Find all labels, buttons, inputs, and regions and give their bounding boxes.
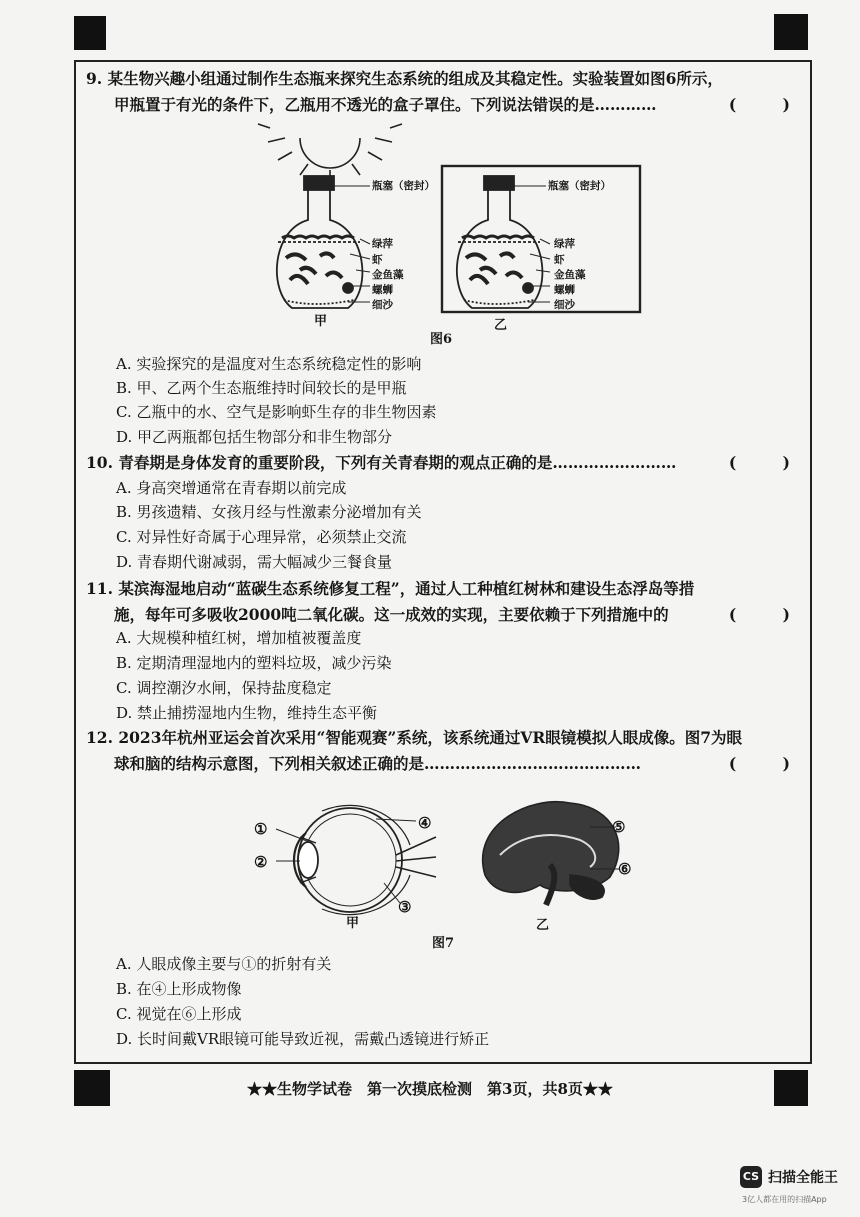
q10-option-b: B. 男孩遗精、女孩月经与性激素分泌增加有关 xyxy=(116,503,422,521)
figure-7-caption: 图7 xyxy=(432,936,455,951)
flask-yi xyxy=(457,176,543,308)
brain-diagram xyxy=(483,802,619,905)
flask-yi-label: 乙 xyxy=(494,318,508,333)
brain-label: 乙 xyxy=(536,918,550,933)
flask-label-stopper: 瓶塞（密封） xyxy=(372,180,435,192)
q10-option-c: C. 对异性好奇属于心理异常，必须禁止交流 xyxy=(116,528,407,546)
marker-6: ⑥ xyxy=(618,860,632,878)
marker-5: ⑤ xyxy=(612,818,626,836)
question-11-line1: 11. 某滨海湿地启动“蓝碳生态系统修复工程”，通过人工种植红树林和建设生态浮岛等措 xyxy=(86,579,695,598)
q11-option-c: C. 调控潮汐水闸，保持盐度稳定 xyxy=(116,679,332,697)
question-9-line2: 甲瓶置于有光的条件下，乙瓶用不透光的盒子罩住。下列说法错误的是………… xyxy=(114,95,657,114)
eye-label: 甲 xyxy=(346,916,360,931)
answer-paren: ( ) xyxy=(728,453,790,472)
q12-option-a: A. 人眼成像主要与①的折射有关 xyxy=(116,955,332,973)
camscanner-icon: CS xyxy=(740,1166,762,1188)
q12-option-d: D. 长时间戴VR眼镜可能导致近视，需戴凸透镜进行矫正 xyxy=(116,1030,490,1048)
q9-option-a: A. 实验探究的是温度对生态系统稳定性的影响 xyxy=(116,355,422,373)
marker-2: ② xyxy=(254,853,268,871)
sun-icon xyxy=(258,124,402,182)
flask-jia-label: 甲 xyxy=(314,314,328,329)
figure-6 xyxy=(230,120,650,330)
flask-jia xyxy=(277,176,363,308)
registration-mark-top-right xyxy=(774,14,808,50)
question-12-line2: 球和脑的结构示意图，下列相关叙述正确的是…………………………………… xyxy=(114,754,642,773)
q11-option-b: B. 定期清理湿地内的塑料垃圾，减少污染 xyxy=(116,654,392,672)
question-11 xyxy=(86,576,796,628)
q9-option-d: D. 甲乙两瓶都包括生物部分和非生物部分 xyxy=(116,428,393,446)
flask-label-sand: 细沙 xyxy=(372,299,393,311)
scanner-name: 扫描全能王 xyxy=(768,1170,838,1186)
flask-label-hornwort: 金鱼藻 xyxy=(372,269,404,281)
flask-label-snail: 螺蛳 xyxy=(372,284,393,296)
flask-label-shrimp: 虾 xyxy=(554,254,565,266)
question-9-line1: 9. 某生物兴趣小组通过制作生态瓶来探究生态系统的组成及其稳定性。实验装置如图6所示， xyxy=(86,69,723,88)
flask-label-shrimp: 虾 xyxy=(372,254,383,266)
registration-mark-top-left xyxy=(74,16,106,50)
question-12 xyxy=(86,725,796,777)
page-footer: ★★生物学试卷 第一次摸底检测 第3页，共8页★★ xyxy=(247,1080,613,1098)
q11-option-d: D. 禁止捕捞湿地内生物，维持生态平衡 xyxy=(116,704,378,722)
question-10 xyxy=(86,450,796,476)
flask-label-hornwort: 金鱼藻 xyxy=(554,269,586,281)
question-9 xyxy=(86,66,796,118)
answer-paren: ( ) xyxy=(728,754,790,773)
marker-4: ④ xyxy=(418,814,432,832)
scanner-tagline: 3亿人都在用的扫描App xyxy=(742,1195,827,1204)
flask-label-stopper: 瓶塞（密封） xyxy=(548,180,611,192)
q11-option-a: A. 大规模种植红树，增加植被覆盖度 xyxy=(116,629,362,647)
answer-paren: ( ) xyxy=(728,605,790,624)
q9-option-c: C. 乙瓶中的水、空气是影响虾生存的非生物因素 xyxy=(116,403,437,421)
flask-label-snail: 螺蛳 xyxy=(554,284,575,296)
question-10-line1: 10. 青春期是身体发育的重要阶段，下列有关青春期的观点正确的是…………………… xyxy=(86,453,677,472)
figure-6-caption: 图6 xyxy=(430,332,453,347)
flask-label-duckweed: 绿萍 xyxy=(372,238,393,250)
q10-option-a: A. 身高突增通常在青春期以前完成 xyxy=(116,479,347,497)
question-12-line1: 12. 2023年杭州亚运会首次采用“智能观赛”系统，该系统通过VR眼镜模拟人眼成像。图7为眼 xyxy=(86,728,743,747)
marker-1: ① xyxy=(254,820,268,838)
marker-3: ③ xyxy=(398,898,412,916)
q12-option-b: B. 在④上形成物像 xyxy=(116,980,242,998)
q9-option-b: B. 甲、乙两个生态瓶维持时间较长的是甲瓶 xyxy=(116,379,407,397)
eyeball-diagram xyxy=(294,805,436,914)
question-11-line2: 施，每年可多吸收2000吨二氧化碳。这一成效的实现，主要依赖于下列措施中的 xyxy=(114,605,669,624)
answer-paren: ( ) xyxy=(728,95,790,114)
q10-option-d: D. 青春期代谢减弱，需大幅减少三餐食量 xyxy=(116,553,393,571)
figure-7 xyxy=(250,785,650,935)
q12-option-c: C. 视觉在⑥上形成 xyxy=(116,1005,242,1023)
flask-label-duckweed: 绿萍 xyxy=(554,238,575,250)
flask-label-sand: 细沙 xyxy=(554,299,575,311)
